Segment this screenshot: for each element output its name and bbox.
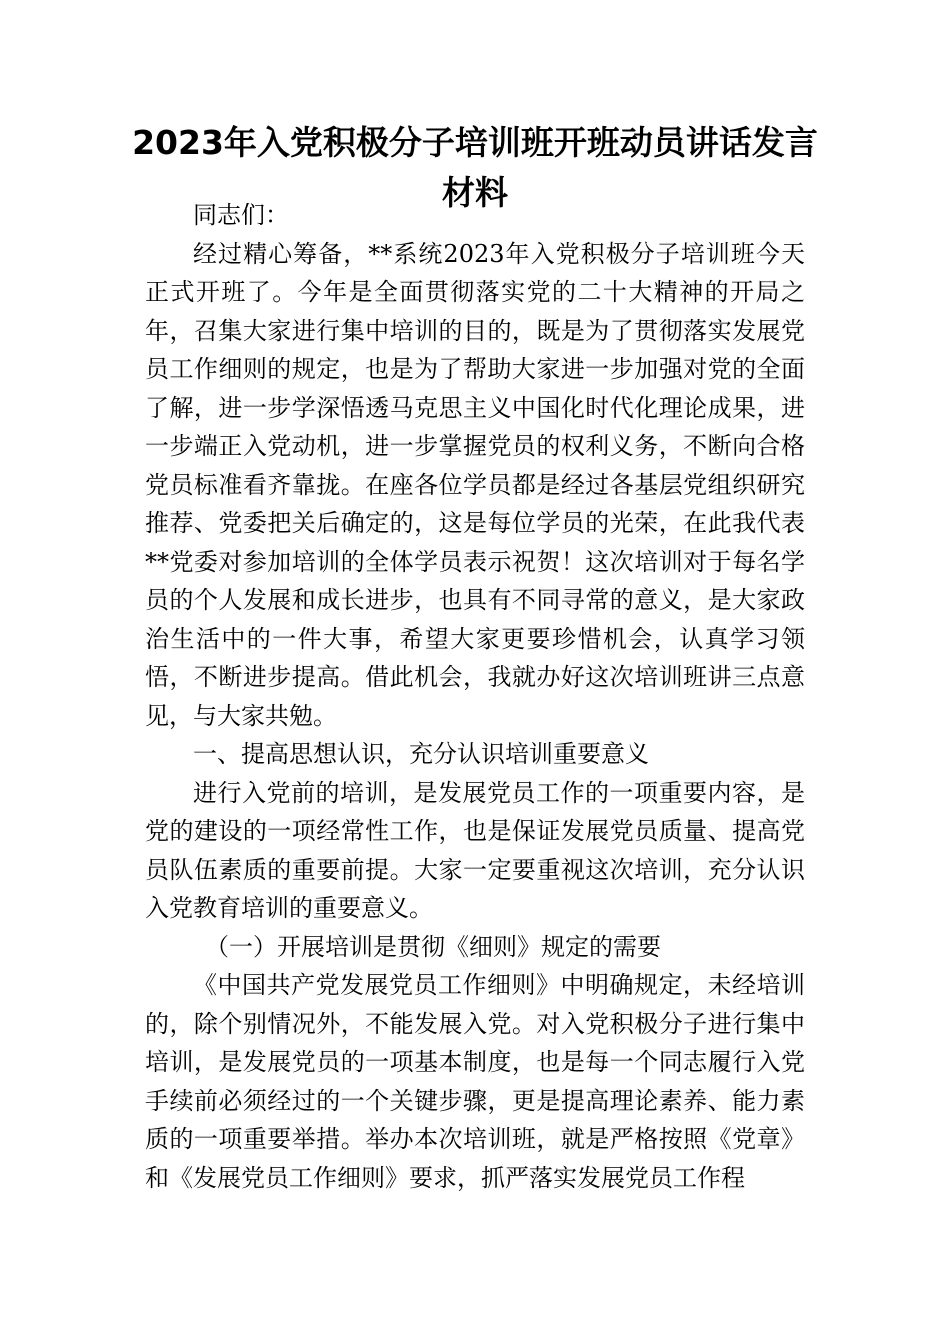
document-body: [145, 196, 805, 1197]
salutation: 同志们：: [193, 201, 289, 229]
paragraph-opening: 经过精心筹备，**系统2023年入党积极分子培训班今天正式开班了。今年是全面贯彻落实党的二十大精神的开局之年，召集大家进行集中培训的目的，既是为了贯彻落实发展党员工作细则的规定，也是为了帮助大家进一步加强对党的全面了解，进一步学深悟透马克思主义中国化时代化理论成果，进一步端正入党动机，进一步掌握党员的权利义务，不断向合格党员标准看齐靠拢。在座各位学员都是经过各基层党组织研究推荐、党委把关后确定的，这是每位学员的光荣，在此我代表**党委对参加培训的全体学员表示祝贺！这次培训对于每名学员的个人发展和成长进步，也具有不同寻常的意义，是大家政治生活中的一件大事，希望大家更要珍惜机会，认真学习领悟，不断进步提高。借此机会，我就办好这次培训班讲三点意见，与大家共勉。: [145, 239, 805, 730]
subsection-heading-1: （一）开展培训是贯彻《细则》规定的需要: [205, 932, 661, 961]
paragraph-section-1: 进行入党前的培训，是发展党员工作的一项重要内容，是党的建设的一项经常性工作，也是保证发展党员质量、提高党员队伍素质的重要前提。大家一定要重视这次培训，充分认识入党教育培训的重要意义。: [145, 778, 805, 922]
document-title: 2023年入党积极分子培训班开班动员讲话发言材料: [132, 123, 818, 212]
section-heading-1: 一、提高思想认识，充分认识培训重要意义: [193, 740, 649, 768]
paragraph-subsection-1: 《中国共产党发展党员工作细则》中明确规定，未经培训的，除个别情况外，不能发展入党。对入党积极分子进行集中培训，是发展党员的一项基本制度，也是每一个同志履行入党手续前必须经过的一个关键步骤，更是提高理论素养、能力素质的一项重要举措。举办本次培训班，就是严格按照《党章》和《发展党员工作细则》要求，抓严落实发展党员工作程: [145, 971, 805, 1192]
